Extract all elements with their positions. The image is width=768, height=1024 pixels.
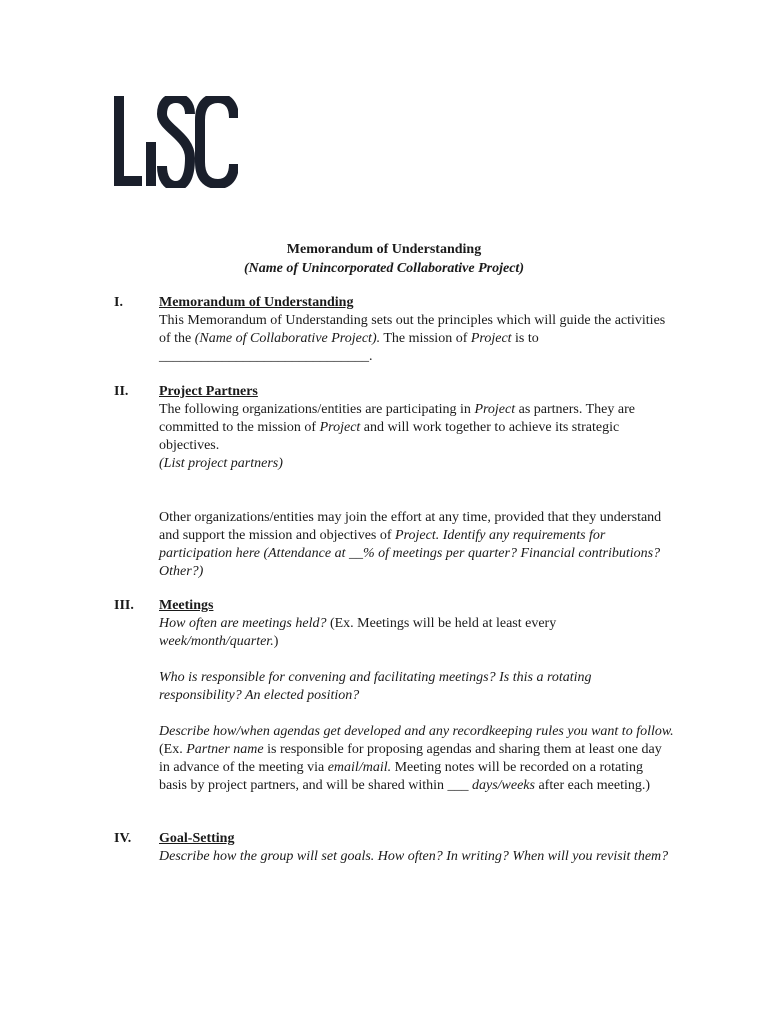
text-run: is to <box>511 331 539 346</box>
section-paragraph <box>159 312 674 366</box>
text-run: (List project partners) <box>159 456 283 471</box>
section-2 <box>114 383 674 581</box>
text-run: week/month/quarter. <box>159 634 274 649</box>
section-3 <box>114 597 674 795</box>
document-title <box>0 240 768 278</box>
text-run: ___ days/weeks <box>447 778 535 793</box>
section-paragraph <box>159 723 674 795</box>
text-run: How often are meetings held? <box>159 616 327 631</box>
text-run: Who is responsible for convening and facilitating meetings? Is this a rotating responsibility? An elected position? <box>159 670 592 703</box>
text-run: Meeting notes will be recorded on a rotating basis by project partners, and will be shared within <box>159 760 644 793</box>
section-numeral: I. <box>114 295 123 310</box>
text-run: Describe how/when agendas get developed and any recordkeeping rules you want to follow. <box>159 724 674 739</box>
text-run: Project <box>319 420 361 435</box>
text-run: is responsible for proposing agendas and sharing them at least one day in advance of the meeting via <box>159 742 662 775</box>
blank-line: ______________________________. <box>159 349 373 364</box>
text-run: Project <box>474 402 516 417</box>
text-run: Project. Identify any requirements for participation here (Attendance at __% of meetings per quarter? Financial contributions? Other?) <box>159 528 661 579</box>
section-paragraph <box>159 401 674 455</box>
text-run: ) <box>273 634 279 649</box>
title-line-2: (Name of Unincorporated Collaborative Project) <box>244 261 524 276</box>
section-1 <box>114 294 674 366</box>
text-run: and will work together to achieve its strategic objectives. <box>159 420 620 453</box>
section-paragraph <box>159 615 674 651</box>
text-run: (Name of Collaborative Project). <box>194 331 381 346</box>
section-heading: Memorandum of Understanding <box>159 295 354 310</box>
text-run: This Memorandum of Understanding sets out the principles which will guide the activities of the <box>159 313 666 346</box>
section-numeral: IV. <box>114 831 132 846</box>
text-run: Project <box>470 331 512 346</box>
text-run: Describe how the group will set goals. How often? In writing? When will you revisit them? <box>159 849 669 864</box>
section-heading: Project Partners <box>159 384 258 399</box>
text-run: (Ex. Meetings will be held at least every <box>326 616 557 631</box>
section-4 <box>114 830 674 866</box>
section-paragraph <box>159 848 674 866</box>
section-paragraph <box>159 669 674 705</box>
title-line-1: Memorandum of Understanding <box>286 242 482 257</box>
section-paragraph <box>159 455 674 473</box>
text-run: Other organizations/entities may join the effort at any time, provided that they understand and support the mission and objectives of <box>159 510 662 543</box>
lisc-logo-mark <box>114 96 238 188</box>
text-run: Partner name <box>186 742 264 757</box>
text-run: email/mail. <box>327 760 392 775</box>
text-run: after each meeting.) <box>534 778 651 793</box>
section-heading: Meetings <box>159 598 214 613</box>
section-heading: Goal-Setting <box>159 831 235 846</box>
section-numeral: III. <box>114 598 134 613</box>
lisc-logo <box>114 96 238 193</box>
text-run: The following organizations/entities are participating in <box>159 402 475 417</box>
text-run: as partners. They are committed to the mission of <box>159 402 635 435</box>
text-run: The mission of <box>380 331 471 346</box>
text-run: (Ex. <box>159 742 187 757</box>
section-numeral: II. <box>114 384 129 399</box>
section-paragraph <box>159 509 674 581</box>
